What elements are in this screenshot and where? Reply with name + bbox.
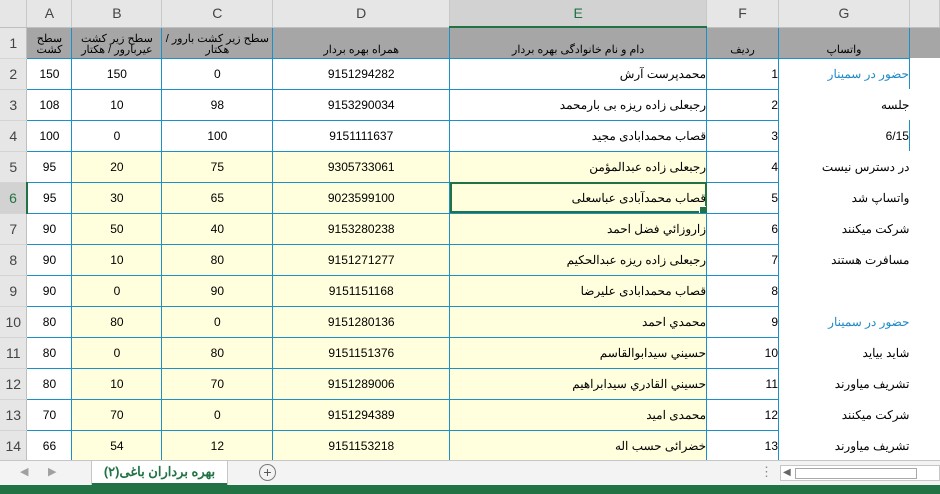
cell-bearing[interactable]: 0 <box>162 58 273 89</box>
cell-area[interactable]: 70 <box>27 399 72 430</box>
row-header[interactable]: 7 <box>0 213 27 244</box>
header-cell-bearing[interactable]: سطح زیر کشت بارور / هکتار <box>162 27 273 58</box>
row-header[interactable]: 11 <box>0 337 27 368</box>
cell-name[interactable]: قصاب محمدابادی مجید <box>450 120 707 151</box>
empty-cell[interactable] <box>909 275 939 306</box>
cell-area[interactable]: 80 <box>27 337 72 368</box>
cell-whatsapp-note[interactable]: جلسه <box>880 97 910 112</box>
cell-name[interactable]: حسیني سیدابوالقاسم <box>450 337 707 368</box>
cell-phone[interactable]: 9151289006 <box>273 368 450 399</box>
row-header[interactable]: 6 <box>0 182 27 213</box>
row-header[interactable]: 1 <box>0 27 27 58</box>
cell-index[interactable]: 12 <box>707 399 779 430</box>
cell-index[interactable]: 2 <box>707 89 779 120</box>
cell-area[interactable]: 90 <box>27 275 72 306</box>
status-bar <box>0 485 940 494</box>
cell-bearing[interactable]: 80 <box>162 244 273 275</box>
row-header[interactable]: 5 <box>0 151 27 182</box>
cell-area[interactable]: 90 <box>27 213 72 244</box>
cell-whatsapp-note[interactable] <box>779 275 910 306</box>
cell-area[interactable]: 100 <box>27 120 72 151</box>
cell-bearing[interactable]: 75 <box>162 151 273 182</box>
column-header-f[interactable]: F <box>707 0 779 27</box>
cell-name[interactable]: محمدپرست آرش <box>450 58 707 89</box>
cell-index[interactable]: 5 <box>707 182 779 213</box>
cell-whatsapp-note[interactable]: 6/15 <box>779 120 910 151</box>
cell-name[interactable]: محمدی امید <box>450 399 707 430</box>
cell-phone[interactable]: 9305733061 <box>273 151 450 182</box>
cell-phone[interactable]: 9151153218 <box>273 430 450 460</box>
row-header[interactable]: 2 <box>0 58 27 89</box>
cell-whatsapp-note[interactable]: تشریف میاورند <box>834 438 910 453</box>
cell-index[interactable]: 3 <box>707 120 779 151</box>
empty-cell[interactable] <box>909 399 939 430</box>
cell-nonbearing[interactable]: 20 <box>72 151 162 182</box>
cell-name[interactable]: حسیني القادري سیدابراهیم <box>450 368 707 399</box>
cell-area[interactable]: 95 <box>27 151 72 182</box>
column-header-a[interactable]: A <box>27 0 72 27</box>
cell-phone[interactable]: 9023599100 <box>273 182 450 213</box>
cell-area[interactable]: 80 <box>27 306 72 337</box>
triangle-left-icon[interactable]: ◀ <box>783 467 791 478</box>
cell-phone[interactable]: 9151151376 <box>273 337 450 368</box>
cell-nonbearing[interactable]: 70 <box>72 399 162 430</box>
cell-index[interactable]: 7 <box>707 244 779 275</box>
empty-cell[interactable] <box>909 368 939 399</box>
header-cell-nonbearing[interactable]: سطح زیر کشت عیربارور / هکتار <box>72 27 162 58</box>
cell-nonbearing[interactable]: 10 <box>72 368 162 399</box>
cell-whatsapp-note[interactable]: حضور در سمینار <box>828 314 910 329</box>
active-cell[interactable]: قصاب محمدآبادی عباسعلی <box>450 182 707 213</box>
cell-nonbearing[interactable]: 0 <box>72 337 162 368</box>
cell-index[interactable]: 8 <box>707 275 779 306</box>
cell-bearing[interactable]: 70 <box>162 368 273 399</box>
cell-nonbearing[interactable]: 150 <box>72 58 162 89</box>
vertical-dots-icon[interactable]: ⋮ <box>760 464 773 479</box>
column-header-b[interactable]: B <box>72 0 162 27</box>
row-header[interactable]: 4 <box>0 120 27 151</box>
cell-nonbearing[interactable]: 10 <box>72 244 162 275</box>
column-header-e[interactable]: E <box>450 0 707 27</box>
sheet-tab-active[interactable]: بهره برداران باغی(۲) <box>92 461 227 486</box>
fill-handle[interactable] <box>699 206 707 214</box>
cell-bearing[interactable]: 12 <box>162 430 273 460</box>
cell-whatsapp-note[interactable]: شرکت میکنند <box>841 407 910 422</box>
cell-nonbearing[interactable]: 80 <box>72 306 162 337</box>
empty-cell[interactable] <box>909 306 939 337</box>
cell-whatsapp-note[interactable]: شاید بیاید <box>862 345 910 360</box>
cell-name[interactable]: رجبعلی زاده عبدالمؤمن <box>450 151 707 182</box>
column-header-c[interactable]: C <box>162 0 273 27</box>
header-cell-area[interactable]: سطح کشت <box>27 27 72 58</box>
row-header[interactable]: 8 <box>0 244 27 275</box>
cell-phone[interactable]: 9151294389 <box>273 399 450 430</box>
row-header[interactable]: 13 <box>0 399 27 430</box>
sheet-tab-bar <box>0 460 940 485</box>
cell-name[interactable]: رجبعلی زاده ریزه عبدالحکیم <box>450 244 707 275</box>
cell-area[interactable]: 108 <box>27 89 72 120</box>
cell-bearing[interactable]: 90 <box>162 275 273 306</box>
cell-index[interactable]: 6 <box>707 213 779 244</box>
cell-index[interactable]: 9 <box>707 306 779 337</box>
cell-nonbearing[interactable]: 30 <box>72 182 162 213</box>
empty-cell[interactable] <box>909 430 939 460</box>
cell-phone[interactable]: 9151111637 <box>273 120 450 151</box>
cell-name[interactable]: رجبعلی زاده ریزه بی بارمحمد <box>450 89 707 120</box>
cell-name[interactable]: قصاب محمدابادی علیرضا <box>450 275 707 306</box>
row-header[interactable]: 14 <box>0 430 27 460</box>
empty-cell[interactable] <box>909 182 939 213</box>
cell-area[interactable]: 90 <box>27 244 72 275</box>
cell-whatsapp-note[interactable]: شرکت میکنند <box>841 221 910 236</box>
cell-bearing[interactable]: 80 <box>162 337 273 368</box>
triangle-left-icon[interactable]: ◀ <box>20 466 29 478</box>
cell-bearing[interactable]: 65 <box>162 182 273 213</box>
cell-whatsapp-note[interactable]: حضور در سمینار <box>779 58 910 89</box>
cell-index[interactable]: 4 <box>707 151 779 182</box>
cell-area[interactable]: 80 <box>27 368 72 399</box>
cell-whatsapp-note[interactable]: مسافرت هستند <box>831 252 910 267</box>
cell-index[interactable]: 1 <box>707 58 779 89</box>
cell-phone[interactable]: 9153290034 <box>273 89 450 120</box>
cell-nonbearing[interactable]: 54 <box>72 430 162 460</box>
row-header[interactable]: 12 <box>0 368 27 399</box>
empty-cell[interactable] <box>909 27 939 58</box>
triangle-right-icon[interactable]: ▶ <box>48 466 57 478</box>
column-header-g[interactable]: G <box>779 0 910 27</box>
column-header-blank[interactable] <box>909 0 939 27</box>
cell-index[interactable]: 13 <box>707 430 779 460</box>
cell-bearing[interactable]: 40 <box>162 213 273 244</box>
cell-phone[interactable]: 9151280136 <box>273 306 450 337</box>
row-header[interactable]: 9 <box>0 275 27 306</box>
cell-nonbearing[interactable]: 0 <box>72 120 162 151</box>
empty-cell[interactable] <box>909 337 939 368</box>
empty-cell[interactable] <box>909 58 939 89</box>
cell-phone[interactable]: 9151151168 <box>273 275 450 306</box>
empty-cell[interactable] <box>909 120 939 151</box>
cell-nonbearing[interactable]: 0 <box>72 275 162 306</box>
cell-bearing[interactable]: 0 <box>162 306 273 337</box>
cell-phone[interactable]: 9151294282 <box>273 58 450 89</box>
cell-phone[interactable]: 9153280238 <box>273 213 450 244</box>
header-cell-index[interactable]: ردیف <box>707 27 779 58</box>
header-cell-whatsapp[interactable]: واتساپ <box>779 27 910 58</box>
horizontal-scrollbar[interactable] <box>780 465 940 481</box>
cell-area[interactable]: 66 <box>27 430 72 460</box>
cell-area[interactable]: 95 <box>27 182 72 213</box>
cell-area[interactable]: 150 <box>27 58 72 89</box>
cell-phone[interactable]: 9151271277 <box>273 244 450 275</box>
cell-index[interactable]: 11 <box>707 368 779 399</box>
cell-name[interactable]: محمدي احمد <box>450 306 707 337</box>
cell-bearing[interactable]: 98 <box>162 89 273 120</box>
row-header[interactable]: 3 <box>0 89 27 120</box>
header-cell-phone[interactable]: همراه بهره بردار <box>273 27 450 58</box>
empty-cell[interactable] <box>909 151 939 182</box>
empty-cell[interactable] <box>909 244 939 275</box>
cell-name[interactable]: خضرائی حسب اله <box>450 430 707 460</box>
select-all-corner[interactable] <box>0 0 27 27</box>
cell-nonbearing[interactable]: 10 <box>72 89 162 120</box>
header-cell-name[interactable]: دام و نام خانوادگی بهره بردار <box>450 27 707 58</box>
cell-bearing[interactable]: 0 <box>162 399 273 430</box>
scrollbar-thumb[interactable] <box>795 468 917 479</box>
cell-nonbearing[interactable]: 50 <box>72 213 162 244</box>
cell-index[interactable]: 10 <box>707 337 779 368</box>
cell-whatsapp-note[interactable]: تشریف میاورند <box>834 376 910 391</box>
plus-circle-icon[interactable]: + <box>259 464 276 481</box>
row-header[interactable]: 10 <box>0 306 27 337</box>
empty-cell[interactable] <box>909 213 939 244</box>
cell-whatsapp-note[interactable]: در دسترس نیست <box>821 159 910 174</box>
empty-cell[interactable] <box>909 89 939 120</box>
cell-whatsapp-note[interactable]: واتساپ شد <box>851 190 910 205</box>
cell-bearing[interactable]: 100 <box>162 120 273 151</box>
cell-name[interactable]: زاروزائي فضل احمد <box>450 213 707 244</box>
column-header-d[interactable]: D <box>273 0 450 27</box>
